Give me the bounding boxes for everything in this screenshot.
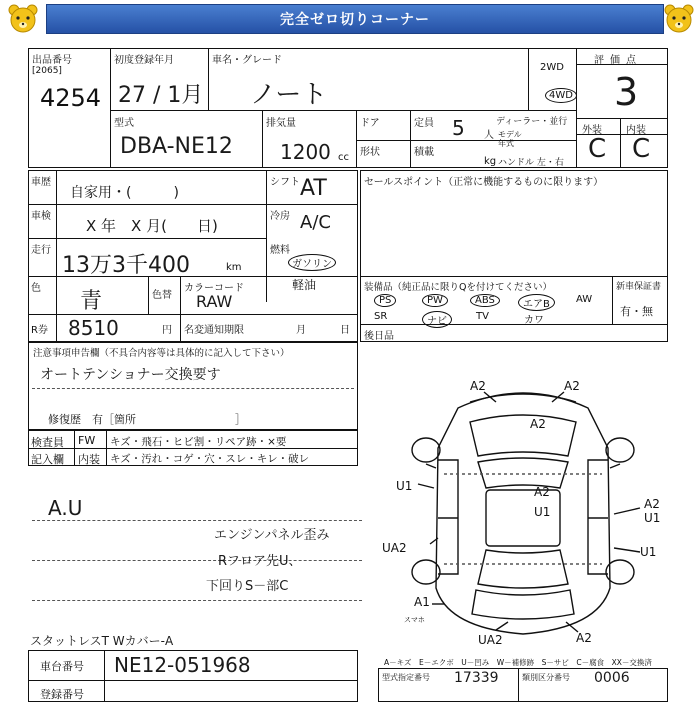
car-windshield xyxy=(478,458,568,488)
fw-label: FW xyxy=(78,434,96,447)
map-label-a2-top-left: A2 xyxy=(470,379,486,393)
sales-point-label: セールスポイント（正常に機能するものに限ります） xyxy=(364,177,604,188)
memo-line-1: A.U xyxy=(48,496,83,520)
interior-items: キズ・汚れ・コゲ・穴・スレ・キレ・破レ xyxy=(110,453,310,465)
inspection-label: 車検 xyxy=(31,211,51,222)
capacity-unit: 人 xyxy=(484,130,494,141)
history-value: 自家用・( ) xyxy=(70,185,179,201)
map-label-a2-right: A2 xyxy=(644,497,660,511)
map-label-a2-center: A2 xyxy=(534,485,550,499)
car-rear-window xyxy=(478,550,568,588)
drive-2wd: 2WD xyxy=(540,62,564,73)
lot-sub: [2065] xyxy=(32,66,62,76)
equip-airbag: エアB xyxy=(518,294,555,311)
map-label-u1-left: U1 xyxy=(396,479,413,493)
color-value: 青 xyxy=(80,289,103,314)
name-change-month: 月 xyxy=(296,325,306,336)
map-label-ua2-bottom: UA2 xyxy=(478,633,503,647)
ext-value: C xyxy=(588,134,607,164)
lot-label: 出品番号 xyxy=(32,55,72,66)
color-label: 色 xyxy=(31,283,41,294)
recycle-value: 8510 xyxy=(68,316,119,340)
load-unit: kg xyxy=(484,156,497,167)
ext-label: 外装 xyxy=(582,125,602,136)
int-label: 内装 xyxy=(626,125,646,136)
map-label-a2-bottom-right: A2 xyxy=(576,631,592,645)
shape-label: 形状 xyxy=(360,147,380,158)
car-mirror-right xyxy=(610,464,620,468)
map-label-a2-top-right: A2 xyxy=(564,379,580,393)
handle-label: ハンドル 左・右 xyxy=(498,158,564,168)
car-wheel-front-right xyxy=(606,438,634,462)
shift-label: シフト xyxy=(270,177,300,188)
int-value: C xyxy=(632,134,651,164)
car-mirror-left xyxy=(426,464,436,468)
capacity-label: 定員 xyxy=(414,118,434,129)
doors-label: ドア xyxy=(360,118,380,129)
load-label: 積載 xyxy=(414,147,434,158)
ac-value: A/C xyxy=(300,212,331,233)
model-value: DBA-NE12 xyxy=(120,134,233,159)
map-label-a2-roof: A2 xyxy=(530,417,546,431)
class-no-label: 類別区分番号 xyxy=(522,673,570,682)
map-label-u1-right: U1 xyxy=(644,511,661,525)
car-trunk xyxy=(472,590,574,619)
equip-navi: ナビ xyxy=(422,311,452,328)
drive-4wd: 4WD xyxy=(545,88,577,103)
entry-label: 記入欄 xyxy=(31,453,64,466)
displacement-unit: cc xyxy=(338,152,349,163)
damage-legend: A－キズ E－エクボ U－凹み W－補修跡 S－サビ C－腐食 XX－交換済 xyxy=(384,658,652,667)
model-year-label: モデル年式 xyxy=(498,130,522,148)
class-no-value: 0006 xyxy=(594,670,630,686)
header-title: 完全ゼロ切りコーナー xyxy=(280,12,430,28)
notes-value: オートテンショナー交換要す xyxy=(40,367,221,383)
car-wheel-front-left xyxy=(412,438,440,462)
memo-line-3: Rフロア先U、 xyxy=(218,554,302,569)
chassis-value: NE12-051968 xyxy=(114,653,251,677)
first-reg-label: 初度登録年月 xyxy=(114,55,174,66)
car-left-doors xyxy=(438,460,458,574)
equip-ps: PS xyxy=(374,294,396,307)
bear-mascot-left-icon xyxy=(6,3,40,37)
dealer-label: ディーラー・並行 xyxy=(496,117,568,127)
type-no-label: 型式指定番号 xyxy=(382,673,430,682)
new-warranty-value: 有・無 xyxy=(620,305,653,318)
name-change-day: 日 xyxy=(340,325,350,336)
score-label: 評価点 xyxy=(594,55,642,66)
equip-sr: SR xyxy=(374,311,388,322)
name-label: 車名・グレード xyxy=(212,55,282,66)
fuel-label: 燃料 xyxy=(270,245,290,256)
chassis-label: 車台番号 xyxy=(40,660,84,673)
type-no-value: 17339 xyxy=(454,670,499,686)
ac-label: 冷房 xyxy=(270,211,290,222)
map-label-ua2-left: UA2 xyxy=(382,541,407,555)
lot-number: 4254 xyxy=(40,84,102,112)
history-label: 車歴 xyxy=(31,177,51,188)
interior-label: 内装 xyxy=(78,453,100,466)
car-hood xyxy=(470,415,576,456)
name-change-label: 名変通知期限 xyxy=(184,325,244,336)
memo-line-4: 下回りS－部C xyxy=(206,579,289,594)
bear-mascot-right-icon xyxy=(662,3,696,37)
repair-label: 修復歴 有［箇所 ］ xyxy=(48,413,246,426)
equip-leather: カワ xyxy=(524,315,544,326)
recycle-unit: 円 xyxy=(162,325,172,336)
mileage-unit: km xyxy=(226,262,242,273)
score-value: 3 xyxy=(614,70,639,114)
equip-abs: ABS xyxy=(470,294,500,307)
name-value: ノート xyxy=(250,80,328,110)
car-body-outline xyxy=(436,393,610,634)
recycle-label: R券 xyxy=(31,325,48,336)
model-label: 型式 xyxy=(114,118,134,129)
map-label-a1-bottom: A1 xyxy=(414,595,430,609)
memo-line-2: エンジンパネル歪み xyxy=(214,528,330,543)
color-no-label: 色替 xyxy=(152,290,172,301)
memo-line-5: スタットレスT Wカバー-A xyxy=(30,634,174,648)
equip-pw: PW xyxy=(422,294,448,307)
color-code-label: カラーコード xyxy=(184,283,244,294)
mileage-value: 13万3千400 xyxy=(62,253,190,278)
inspection-value: X 年 X 月( 日) xyxy=(86,217,218,235)
capacity-value: 5 xyxy=(452,116,465,140)
header-bar xyxy=(0,0,700,40)
displacement-label: 排気量 xyxy=(266,118,296,129)
color-code-value: RAW xyxy=(196,292,233,311)
map-label-u1-center: U1 xyxy=(534,505,551,519)
rear-seat-label: 後日品 xyxy=(364,331,394,342)
notes-label: 注意事項申告欄（不具合内容等は具体的に記入して下さい） xyxy=(33,348,290,359)
map-label-u1-far-right: U1 xyxy=(640,545,657,559)
reg-no-label: 登録番号 xyxy=(40,688,84,701)
displacement-value: 1200 xyxy=(280,140,331,164)
shift-value: AT xyxy=(300,176,327,201)
equip-aw: AW xyxy=(576,294,593,305)
inspector-label: 検査員 xyxy=(31,436,64,449)
equip-tv: TV xyxy=(476,311,489,322)
map-label-sumaho: スマホ xyxy=(404,616,425,624)
fw-items: キズ・飛石・ヒビ割・リペア跡・×要 xyxy=(110,436,287,448)
first-reg-value: 27 / 1月 xyxy=(118,83,204,108)
fuel-gas: ガソリン xyxy=(288,254,336,271)
equipment-label: 装備品（純正品に限りQを付けてください） xyxy=(364,282,552,293)
fuel-diesel: 軽油 xyxy=(292,278,317,292)
mileage-label: 走行 xyxy=(31,245,51,256)
new-warranty-label: 新車保証書 xyxy=(616,282,662,292)
car-damage-diagram xyxy=(378,378,668,648)
car-right-doors xyxy=(588,460,608,574)
